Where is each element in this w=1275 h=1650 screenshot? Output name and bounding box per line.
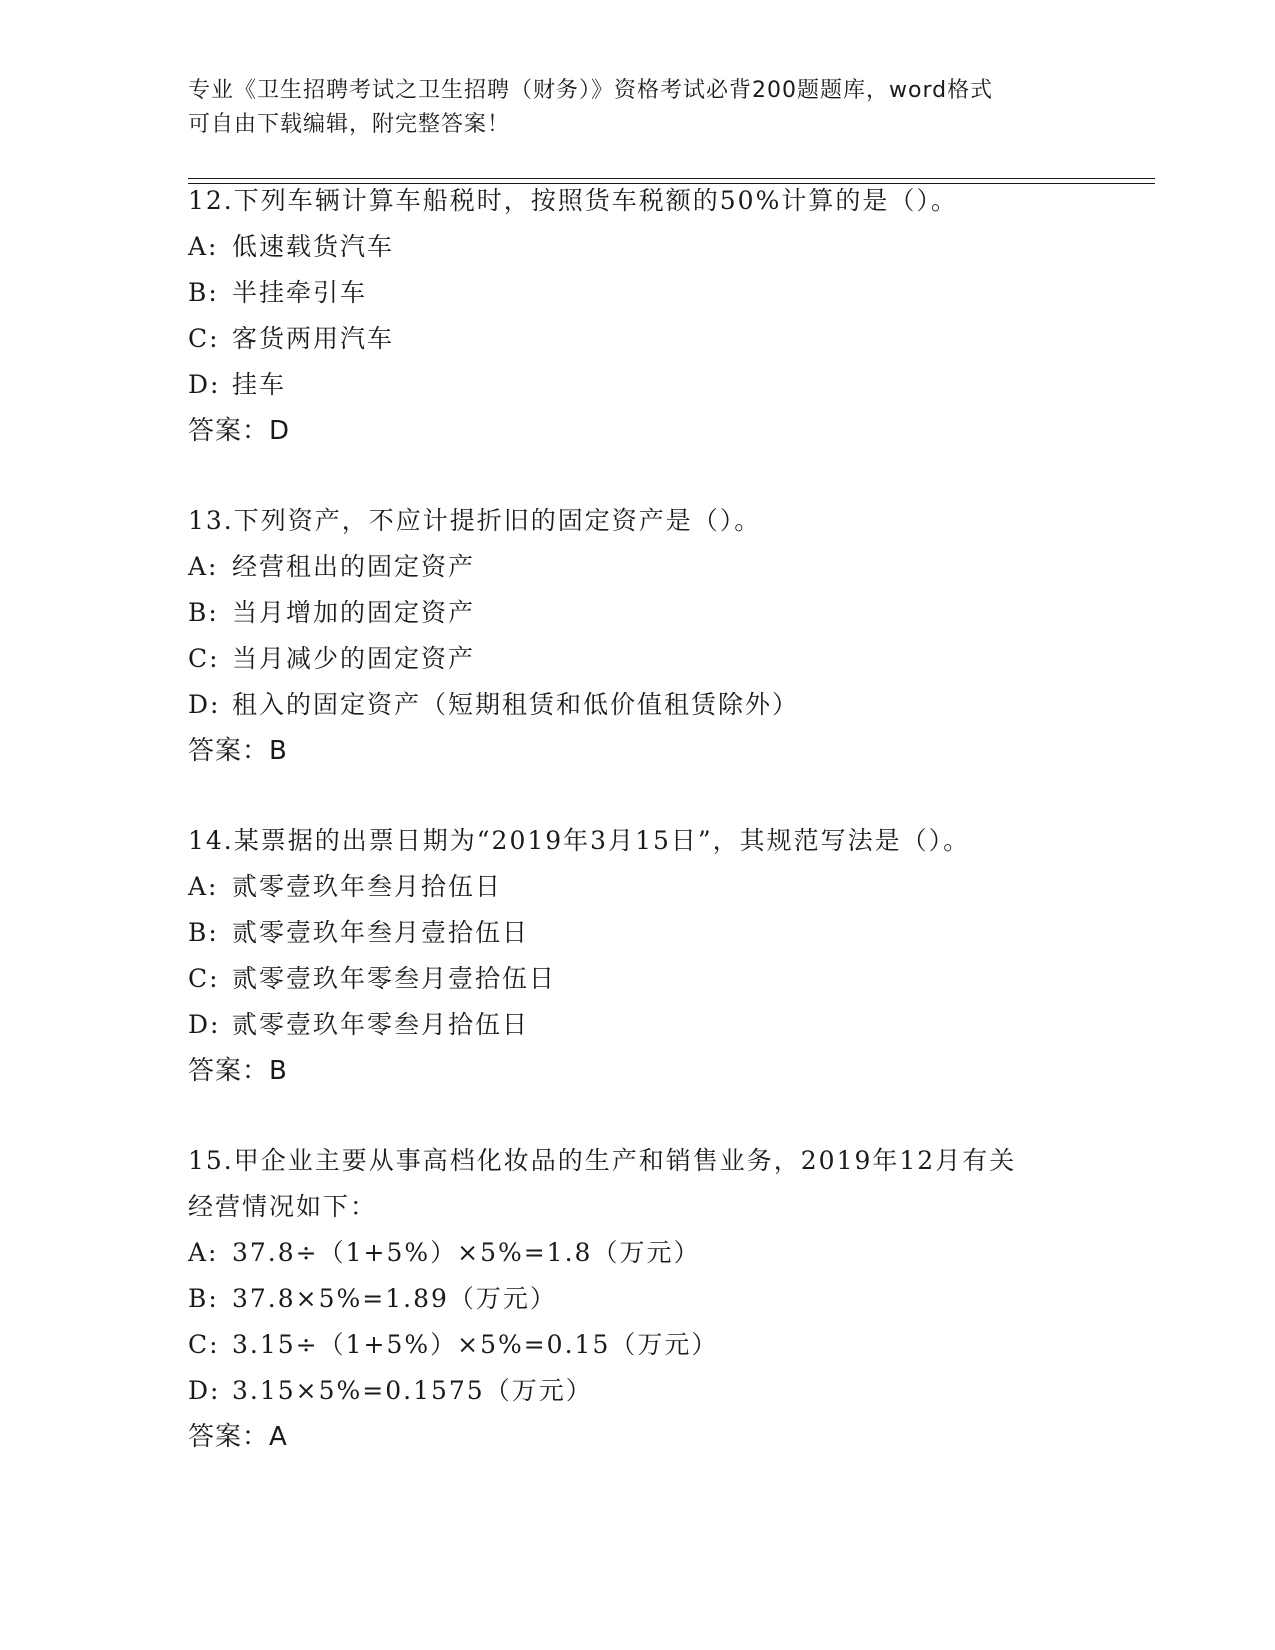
question-15 bbox=[188, 1138, 1088, 1460]
option-letter: B: bbox=[188, 598, 219, 627]
option-text: 当月减少的固定资产 bbox=[232, 644, 476, 673]
option-d bbox=[188, 1002, 1088, 1048]
question-stem: 15.甲企业主要从事高档化妆品的生产和销售业务，2019年12月有关 bbox=[188, 1146, 1017, 1175]
option-text: 贰零壹玖年叁月壹拾伍日 bbox=[232, 918, 530, 947]
question-13 bbox=[188, 498, 1088, 774]
question-stem: 12.下列车辆计算车船税时，按照货车税额的50%计算的是（）。 bbox=[188, 186, 958, 215]
option-text: 当月增加的固定资产 bbox=[232, 598, 476, 627]
option-c bbox=[188, 636, 1088, 682]
header-line-1: 专业《卫生招聘考试之卫生招聘（财务）》资格考试必背200题题库，word格式 bbox=[188, 78, 994, 103]
option-a bbox=[188, 864, 1088, 910]
option-letter: D: bbox=[188, 690, 221, 719]
option-text: 3.15×5%=0.1575（万元） bbox=[232, 1376, 593, 1405]
question-stem: 13.下列资产，不应计提折旧的固定资产是（）。 bbox=[188, 506, 762, 535]
answer-label: 答案：B bbox=[188, 1056, 288, 1086]
option-c bbox=[188, 316, 1088, 362]
option-letter: B: bbox=[188, 1284, 219, 1313]
answer-label: 答案：A bbox=[188, 1422, 288, 1452]
option-letter: A: bbox=[188, 1238, 219, 1267]
question-12 bbox=[188, 178, 1088, 454]
option-c bbox=[188, 1322, 1088, 1368]
question-stem-continued: 经营情况如下： bbox=[188, 1192, 378, 1221]
option-letter: B: bbox=[188, 918, 219, 947]
option-d bbox=[188, 1368, 1088, 1414]
option-b bbox=[188, 910, 1088, 956]
answer-label: 答案：D bbox=[188, 416, 291, 446]
option-text: 经营租出的固定资产 bbox=[232, 552, 476, 581]
option-letter: A: bbox=[188, 552, 219, 581]
option-d bbox=[188, 362, 1088, 408]
option-letter: C: bbox=[188, 324, 220, 353]
option-b bbox=[188, 590, 1088, 636]
option-letter: B: bbox=[188, 278, 219, 307]
option-letter: A: bbox=[188, 232, 219, 261]
option-text: 贰零壹玖年零叁月拾伍日 bbox=[232, 1010, 530, 1039]
option-a bbox=[188, 544, 1088, 590]
option-a bbox=[188, 1230, 1088, 1276]
option-text: 半挂牵引车 bbox=[232, 278, 368, 307]
option-text: 37.8×5%=1.89（万元） bbox=[232, 1284, 557, 1313]
option-letter: C: bbox=[188, 1330, 220, 1359]
question-stem: 14.某票据的出票日期为“2019年3月15日”，其规范写法是（）。 bbox=[188, 826, 971, 855]
option-letter: D: bbox=[188, 1010, 221, 1039]
option-letter: D: bbox=[188, 1376, 221, 1405]
option-text: 挂车 bbox=[232, 370, 287, 399]
option-letter: A: bbox=[188, 872, 219, 901]
option-text: 租入的固定资产（短期租赁和低价值租赁除外） bbox=[232, 690, 800, 719]
option-a bbox=[188, 224, 1088, 270]
option-text: 贰零壹玖年零叁月壹拾伍日 bbox=[232, 964, 557, 993]
option-b bbox=[188, 270, 1088, 316]
option-c bbox=[188, 956, 1088, 1002]
answer-label: 答案：B bbox=[188, 736, 288, 766]
option-letter: D: bbox=[188, 370, 221, 399]
option-b bbox=[188, 1276, 1088, 1322]
header-line-2: 可自由下载编辑，附完整答案！ bbox=[188, 112, 511, 137]
option-text: 客货两用汽车 bbox=[232, 324, 395, 353]
option-text: 低速载货汽车 bbox=[232, 232, 395, 261]
option-text: 贰零壹玖年叁月拾伍日 bbox=[232, 872, 503, 901]
option-d bbox=[188, 682, 1088, 728]
question-14 bbox=[188, 818, 1088, 1094]
option-letter: C: bbox=[188, 644, 220, 673]
option-letter: C: bbox=[188, 964, 220, 993]
document-header bbox=[188, 74, 1088, 142]
option-text: 3.15÷（1+5%）×5%=0.15（万元） bbox=[232, 1330, 719, 1359]
option-text: 37.8÷（1+5%）×5%=1.8（万元） bbox=[232, 1238, 701, 1267]
